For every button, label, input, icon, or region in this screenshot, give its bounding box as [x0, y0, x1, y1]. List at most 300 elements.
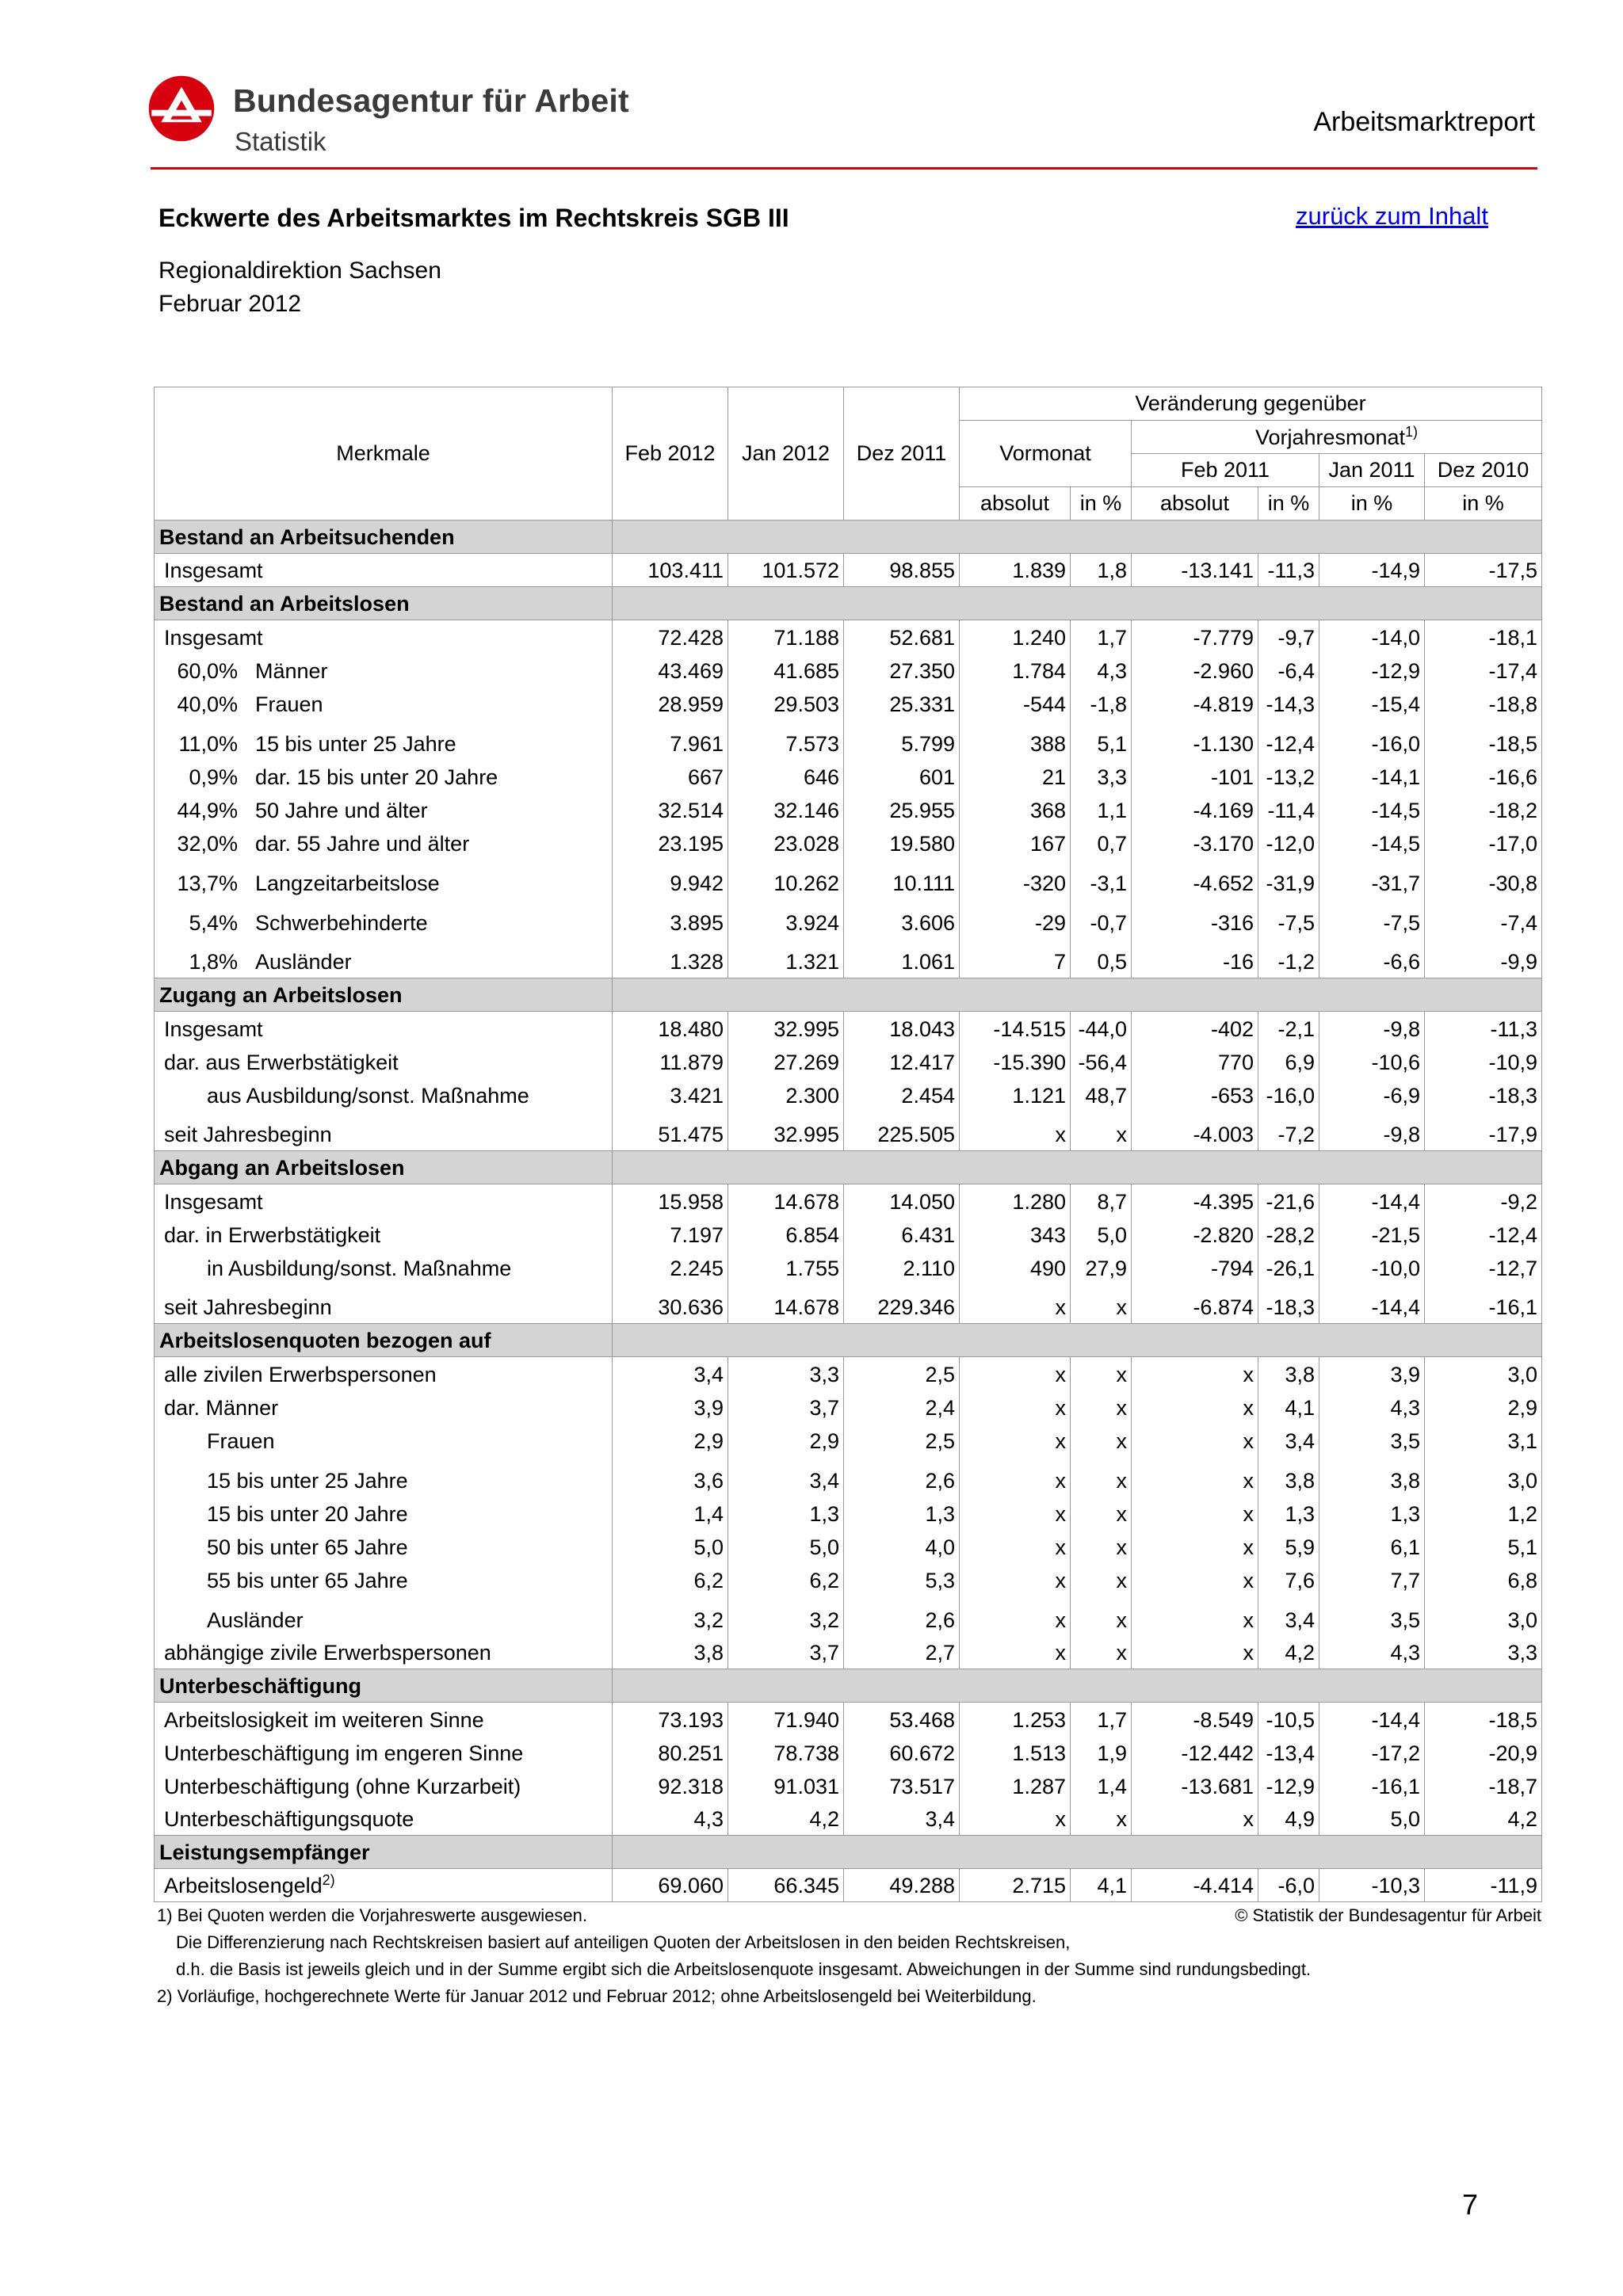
- row-label: [155, 1112, 613, 1151]
- table-cell: -14,0: [1319, 620, 1425, 654]
- table-cell: -6.874: [1132, 1284, 1258, 1324]
- table-cell: 3,4: [613, 1357, 728, 1390]
- section-filler: [613, 521, 1542, 554]
- table-cell: -13.141: [1132, 554, 1258, 587]
- table-cell: 4,2: [1425, 1802, 1542, 1836]
- period-label: Februar 2012: [158, 291, 302, 317]
- table-cell: -12,4: [1258, 720, 1319, 760]
- table-cell: x: [1132, 1802, 1258, 1836]
- table-cell: -12,7: [1425, 1251, 1542, 1284]
- table-cell: 7.961: [613, 720, 728, 760]
- table-cell: 3.924: [728, 899, 844, 939]
- header-jan-2011-pct: in %: [1319, 487, 1425, 521]
- row-share: 0,9%: [189, 765, 238, 789]
- table-cell: 4,9: [1258, 1802, 1319, 1836]
- copyright-note: © Statistik der Bundesagentur für Arbeit: [1235, 1905, 1541, 1925]
- table-cell: 3,1: [1425, 1424, 1542, 1457]
- table-cell: 3,5: [1319, 1424, 1425, 1457]
- table-row: [155, 826, 1542, 860]
- table-cell: 5,0: [728, 1530, 844, 1563]
- row-label-text: in Ausbildung/sonst. Maßnahme: [207, 1256, 512, 1280]
- row-label-text: Männer: [255, 658, 328, 683]
- table-cell: -4.169: [1132, 793, 1258, 826]
- table-cell: 7.573: [728, 720, 844, 760]
- table-cell: 490: [960, 1251, 1071, 1284]
- table-cell: 6.854: [728, 1218, 844, 1251]
- table-cell: -16: [1132, 939, 1258, 978]
- row-label: [155, 1769, 613, 1802]
- table-row: [155, 1703, 1542, 1736]
- table-cell: x: [1071, 1390, 1132, 1424]
- table-cell: x: [1071, 1357, 1132, 1390]
- table-cell: -7,4: [1425, 899, 1542, 939]
- table-cell: 1,3: [844, 1497, 960, 1530]
- row-share: 5,4%: [189, 910, 238, 935]
- row-share: 32,0%: [177, 831, 238, 856]
- section-title: Bestand an Arbeitsuchenden: [155, 521, 613, 554]
- table-cell: 1,7: [1071, 1703, 1132, 1736]
- table-cell: -10,6: [1319, 1045, 1425, 1078]
- table-cell: 27.350: [844, 654, 960, 687]
- table-cell: -14,4: [1319, 1703, 1425, 1736]
- table-cell: 15.958: [613, 1184, 728, 1218]
- row-label-text: Langzeitarbeitslose: [255, 871, 440, 895]
- table-cell: -9,8: [1319, 1012, 1425, 1045]
- table-cell: -10,3: [1319, 1869, 1425, 1902]
- table-cell: 23.195: [613, 826, 728, 860]
- row-label: [155, 1703, 613, 1736]
- table-cell: -0,7: [1071, 899, 1132, 939]
- table-cell: 98.855: [844, 554, 960, 587]
- table-cell: -30,8: [1425, 860, 1542, 899]
- table-row: [155, 554, 1542, 587]
- row-label-text: dar. 55 Jahre und älter: [255, 831, 470, 856]
- table-row: [155, 1218, 1542, 1251]
- table-cell: 3.606: [844, 899, 960, 939]
- row-label-text: Unterbeschäftigung im engeren Sinne: [164, 1741, 524, 1765]
- table-body: [155, 521, 1542, 1902]
- table-cell: -18,3: [1258, 1284, 1319, 1324]
- table-row: [155, 1424, 1542, 1457]
- table-row: [155, 1112, 1542, 1151]
- table-cell: -6,9: [1319, 1078, 1425, 1112]
- table-cell: -402: [1132, 1012, 1258, 1045]
- table-cell: 2,9: [613, 1424, 728, 1457]
- row-label: [155, 1251, 613, 1284]
- table-cell: 2,7: [844, 1636, 960, 1669]
- section-header-row: [155, 521, 1542, 554]
- table-cell: 3,0: [1425, 1596, 1542, 1636]
- table-cell: -14,4: [1319, 1184, 1425, 1218]
- table-cell: 3,8: [613, 1636, 728, 1669]
- table-cell: 3.895: [613, 899, 728, 939]
- table-cell: -28,2: [1258, 1218, 1319, 1251]
- table-cell: -11,4: [1258, 793, 1319, 826]
- table-cell: 7,7: [1319, 1563, 1425, 1596]
- row-share: 13,7%: [177, 871, 238, 895]
- table-cell: -6,4: [1258, 654, 1319, 687]
- table-cell: 1,9: [1071, 1736, 1132, 1769]
- table-row: [155, 793, 1542, 826]
- table-cell: 1.061: [844, 939, 960, 978]
- table-cell: x: [1071, 1497, 1132, 1530]
- table-cell: 2,9: [728, 1424, 844, 1457]
- table-cell: 7.197: [613, 1218, 728, 1251]
- table-cell: 1.321: [728, 939, 844, 978]
- ba-logo-icon: [147, 74, 216, 143]
- table-row: [155, 687, 1542, 720]
- table-cell: 1,3: [728, 1497, 844, 1530]
- table-row: [155, 1284, 1542, 1324]
- table-cell: 49.288: [844, 1869, 960, 1902]
- table-cell: 388: [960, 720, 1071, 760]
- row-label-text: 50 bis unter 65 Jahre: [207, 1535, 408, 1559]
- table-cell: 2,4: [844, 1390, 960, 1424]
- section-title: Abgang an Arbeitslosen: [155, 1151, 613, 1184]
- table-cell: 71.940: [728, 1703, 844, 1736]
- page-title: Eckwerte des Arbeitsmarktes im Rechtskreis SGB III: [158, 204, 789, 232]
- table-cell: 27.269: [728, 1045, 844, 1078]
- table-cell: 1.784: [960, 654, 1071, 687]
- table-cell: 32.514: [613, 793, 728, 826]
- row-label: [155, 1636, 613, 1669]
- table-cell: -18,1: [1425, 620, 1542, 654]
- section-title: Zugang an Arbeitslosen: [155, 978, 613, 1012]
- table-cell: 6,8: [1425, 1563, 1542, 1596]
- table-cell: -7.779: [1132, 620, 1258, 654]
- table-cell: 5,9: [1258, 1530, 1319, 1563]
- table-cell: -17,9: [1425, 1112, 1542, 1151]
- table-cell: -31,7: [1319, 860, 1425, 899]
- table-cell: 1.280: [960, 1184, 1071, 1218]
- table-cell: 6,9: [1258, 1045, 1319, 1078]
- section-filler: [613, 1836, 1542, 1869]
- header-divider: [151, 167, 1537, 170]
- table-cell: 23.028: [728, 826, 844, 860]
- row-label-text: Frauen: [207, 1428, 275, 1453]
- table-cell: -8.549: [1132, 1703, 1258, 1736]
- table-row: [155, 1596, 1542, 1636]
- section-filler: [613, 1669, 1542, 1703]
- table-cell: 1,1: [1071, 793, 1132, 826]
- section-header-row: [155, 1669, 1542, 1703]
- back-to-contents-link[interactable]: zurück zum Inhalt: [1296, 202, 1488, 230]
- table-cell: 3,7: [728, 1636, 844, 1669]
- table-cell: -3.170: [1132, 826, 1258, 860]
- table-cell: 18.480: [613, 1012, 728, 1045]
- table-cell: -653: [1132, 1078, 1258, 1112]
- row-label: [155, 1563, 613, 1596]
- table-cell: -13,2: [1258, 760, 1319, 793]
- table-cell: 1.839: [960, 554, 1071, 587]
- table-cell: 3,3: [728, 1357, 844, 1390]
- table-cell: 1.328: [613, 939, 728, 978]
- table-cell: -11,9: [1425, 1869, 1542, 1902]
- table-cell: x: [960, 1497, 1071, 1530]
- table-cell: 1,7: [1071, 620, 1132, 654]
- table-cell: -13.681: [1132, 1769, 1258, 1802]
- header-veraenderung: Veränderung gegenüber: [960, 387, 1542, 421]
- table-row: [155, 1045, 1542, 1078]
- table-row: [155, 1012, 1542, 1045]
- table-cell: -18,2: [1425, 793, 1542, 826]
- table-cell: -11,3: [1258, 554, 1319, 587]
- row-label: [155, 720, 613, 760]
- table-cell: 1,3: [1319, 1497, 1425, 1530]
- table-cell: 3,3: [1071, 760, 1132, 793]
- header-vormonat-absolut: absolut: [960, 487, 1071, 521]
- table-cell: x: [1071, 1563, 1132, 1596]
- table-cell: 72.428: [613, 620, 728, 654]
- table-cell: x: [960, 1563, 1071, 1596]
- table-cell: 66.345: [728, 1869, 844, 1902]
- table-row: [155, 899, 1542, 939]
- table-cell: -16,0: [1258, 1078, 1319, 1112]
- table-cell: -4.819: [1132, 687, 1258, 720]
- row-label-text: aus Ausbildung/sonst. Maßnahme: [207, 1083, 529, 1108]
- header-dez-2011: Dez 2011: [844, 387, 960, 521]
- table-cell: -4.414: [1132, 1869, 1258, 1902]
- table-cell: -14.515: [960, 1012, 1071, 1045]
- brand-subtitle: Statistik: [235, 127, 327, 156]
- table-cell: 41.685: [728, 654, 844, 687]
- row-label-text: 15 bis unter 25 Jahre: [255, 731, 456, 756]
- row-label-text: alle zivilen Erwerbspersonen: [164, 1362, 437, 1386]
- table-cell: x: [1132, 1596, 1258, 1636]
- table-cell: x: [1071, 1530, 1132, 1563]
- table-cell: 667: [613, 760, 728, 793]
- table-cell: -14,4: [1319, 1284, 1425, 1324]
- table-cell: 25.331: [844, 687, 960, 720]
- header-merkmale: Merkmale: [155, 387, 613, 521]
- table-cell: 3,6: [613, 1457, 728, 1497]
- table-cell: x: [960, 1112, 1071, 1151]
- row-label: [155, 1596, 613, 1636]
- section-filler: [613, 587, 1542, 620]
- table-cell: -11,3: [1425, 1012, 1542, 1045]
- table-row: [155, 1636, 1542, 1669]
- row-share: 40,0%: [177, 692, 238, 716]
- row-label: [155, 760, 613, 793]
- table-cell: x: [1132, 1357, 1258, 1390]
- table-cell: 80.251: [613, 1736, 728, 1769]
- table-cell: 0,7: [1071, 826, 1132, 860]
- table-cell: 2,6: [844, 1457, 960, 1497]
- table-cell: 3,8: [1319, 1457, 1425, 1497]
- table-cell: -4.395: [1132, 1184, 1258, 1218]
- section-header-row: [155, 1836, 1542, 1869]
- section-filler: [613, 1151, 1542, 1184]
- table-cell: 21: [960, 760, 1071, 793]
- table-cell: -794: [1132, 1251, 1258, 1284]
- row-share: 1,8%: [189, 950, 238, 974]
- table-cell: x: [1071, 1424, 1132, 1457]
- table-cell: -10,9: [1425, 1045, 1542, 1078]
- row-label: [155, 1284, 613, 1324]
- table-cell: 4,3: [1071, 654, 1132, 687]
- table-cell: 4,2: [1258, 1636, 1319, 1669]
- table-cell: 3,4: [1258, 1424, 1319, 1457]
- row-label-text: Unterbeschäftigungsquote: [164, 1807, 414, 1831]
- table-cell: 12.417: [844, 1045, 960, 1078]
- row-label-text: Insgesamt: [164, 1189, 263, 1214]
- report-label: Arbeitsmarktreport: [1313, 107, 1535, 137]
- table-cell: 6,2: [613, 1563, 728, 1596]
- table-cell: 14.678: [728, 1284, 844, 1324]
- row-label: [155, 620, 613, 654]
- table-cell: x: [960, 1530, 1071, 1563]
- table-cell: -544: [960, 687, 1071, 720]
- table-cell: 2.300: [728, 1078, 844, 1112]
- row-label: [155, 1012, 613, 1045]
- table-row: [155, 1802, 1542, 1836]
- table-cell: x: [960, 1357, 1071, 1390]
- table-cell: -9,9: [1425, 939, 1542, 978]
- table-row: [155, 1497, 1542, 1530]
- section-title: Leistungsempfänger: [155, 1836, 613, 1869]
- footnote-1-line-2: Die Differenzierung nach Rechtskreisen basiert auf anteiligen Quoten der Arbeitslosen in den beiden Rechtskreisen,: [176, 1932, 1071, 1952]
- table-cell: -18,7: [1425, 1769, 1542, 1802]
- table-cell: 14.050: [844, 1184, 960, 1218]
- brand-name: Bundesagentur für Arbeit: [233, 82, 629, 119]
- table-cell: -101: [1132, 760, 1258, 793]
- section-header-row: [155, 587, 1542, 620]
- table-cell: x: [1071, 1112, 1132, 1151]
- table-row: [155, 860, 1542, 899]
- table-cell: 601: [844, 760, 960, 793]
- table-cell: 5,0: [1071, 1218, 1132, 1251]
- table-cell: 3,4: [728, 1457, 844, 1497]
- table-cell: -20,9: [1425, 1736, 1542, 1769]
- row-label: [155, 1424, 613, 1457]
- table-cell: 48,7: [1071, 1078, 1132, 1112]
- table-cell: 71.188: [728, 620, 844, 654]
- table-cell: -4.003: [1132, 1112, 1258, 1151]
- table-cell: -12.442: [1132, 1736, 1258, 1769]
- table-cell: 32.995: [728, 1112, 844, 1151]
- table-cell: -2.960: [1132, 654, 1258, 687]
- row-label: [155, 1736, 613, 1769]
- header-feb-2012: Feb 2012: [613, 387, 728, 521]
- table-cell: -7,2: [1258, 1112, 1319, 1151]
- section-title: Bestand an Arbeitslosen: [155, 587, 613, 620]
- table-cell: -44,0: [1071, 1012, 1132, 1045]
- row-label-text: dar. Männer: [164, 1395, 279, 1420]
- table-cell: 5.799: [844, 720, 960, 760]
- table-cell: 2,9: [1425, 1390, 1542, 1424]
- table-cell: -14,5: [1319, 793, 1425, 826]
- row-label-text: 15 bis unter 25 Jahre: [207, 1468, 408, 1493]
- row-label: [155, 1530, 613, 1563]
- labour-market-table: [154, 387, 1542, 1902]
- table-cell: -14,9: [1319, 554, 1425, 587]
- table-cell: x: [960, 1390, 1071, 1424]
- table-row: [155, 1736, 1542, 1769]
- table-cell: -56,4: [1071, 1045, 1132, 1078]
- table-cell: -6,0: [1258, 1869, 1319, 1902]
- table-cell: -12,9: [1319, 654, 1425, 687]
- table-cell: 30.636: [613, 1284, 728, 1324]
- table-cell: 3,8: [1258, 1357, 1319, 1390]
- table-header: [155, 387, 1542, 521]
- table-cell: x: [960, 1596, 1071, 1636]
- table-cell: -17,5: [1425, 554, 1542, 587]
- row-share: 44,9%: [177, 798, 238, 822]
- table-cell: 4,2: [728, 1802, 844, 1836]
- table-cell: x: [1132, 1390, 1258, 1424]
- table-cell: -14,3: [1258, 687, 1319, 720]
- table-cell: 3,0: [1425, 1457, 1542, 1497]
- table-cell: 92.318: [613, 1769, 728, 1802]
- table-cell: -26,1: [1258, 1251, 1319, 1284]
- header-vorjahr-pct: in %: [1258, 487, 1319, 521]
- section-header-row: [155, 1151, 1542, 1184]
- table-cell: 1.253: [960, 1703, 1071, 1736]
- table-cell: 1.287: [960, 1769, 1071, 1802]
- table-cell: 4,0: [844, 1530, 960, 1563]
- table-cell: 3,8: [1258, 1457, 1319, 1497]
- table-cell: 7: [960, 939, 1071, 978]
- table-row: [155, 1530, 1542, 1563]
- header-feb-2011: Feb 2011: [1132, 454, 1319, 487]
- table-cell: -13,4: [1258, 1736, 1319, 1769]
- table-cell: 229.346: [844, 1284, 960, 1324]
- table-cell: -2,1: [1258, 1012, 1319, 1045]
- table-cell: -21,6: [1258, 1184, 1319, 1218]
- row-label-text: Arbeitslosigkeit im weiteren Sinne: [164, 1707, 484, 1732]
- table-cell: -18,5: [1425, 1703, 1542, 1736]
- table-cell: 343: [960, 1218, 1071, 1251]
- table-cell: 3,5: [1319, 1596, 1425, 1636]
- header-vorjahr-absolut: absolut: [1132, 487, 1258, 521]
- table-cell: 4,3: [1319, 1390, 1425, 1424]
- table-cell: 78.738: [728, 1736, 844, 1769]
- row-label-text: dar. aus Erwerbstätigkeit: [164, 1050, 399, 1074]
- table-cell: 2.715: [960, 1869, 1071, 1902]
- header-dez-2010-pct: in %: [1425, 487, 1542, 521]
- table-cell: 1.755: [728, 1251, 844, 1284]
- table-cell: x: [1071, 1636, 1132, 1669]
- footnote-2: 2) Vorläufige, hochgerechnete Werte für Januar 2012 und Februar 2012; ohne Arbeitslosengeld bei Weiterbildung.: [157, 1986, 1037, 2006]
- table-cell: 60.672: [844, 1736, 960, 1769]
- table-cell: -4.652: [1132, 860, 1258, 899]
- table-cell: 5,0: [1319, 1802, 1425, 1836]
- table-cell: -29: [960, 899, 1071, 939]
- table-cell: -10,5: [1258, 1703, 1319, 1736]
- table-cell: 25.955: [844, 793, 960, 826]
- table-cell: 3.421: [613, 1078, 728, 1112]
- row-label: [155, 1869, 613, 1902]
- row-label: [155, 1045, 613, 1078]
- table-cell: 69.060: [613, 1869, 728, 1902]
- table-cell: 52.681: [844, 620, 960, 654]
- table-cell: 11.879: [613, 1045, 728, 1078]
- table-cell: 4,1: [1258, 1390, 1319, 1424]
- table-cell: 4,3: [613, 1802, 728, 1836]
- table-cell: 5,1: [1071, 720, 1132, 760]
- table-cell: -18,8: [1425, 687, 1542, 720]
- footnote-marker: 2): [322, 1872, 335, 1888]
- table-cell: x: [960, 1424, 1071, 1457]
- table-cell: 73.193: [613, 1703, 728, 1736]
- table-row: [155, 1769, 1542, 1802]
- row-label-text: Insgesamt: [164, 625, 263, 650]
- row-label: [155, 1218, 613, 1251]
- table-cell: 2,6: [844, 1596, 960, 1636]
- table-cell: -17,4: [1425, 654, 1542, 687]
- table-cell: -16,1: [1425, 1284, 1542, 1324]
- table-cell: 28.959: [613, 687, 728, 720]
